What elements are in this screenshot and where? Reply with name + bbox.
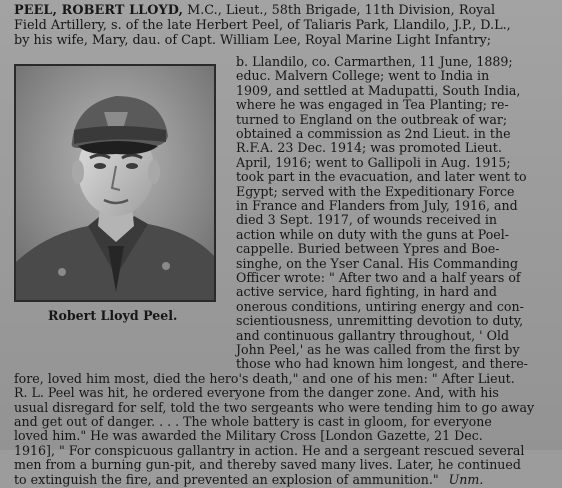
full-line: 1916], " For conspicuous gallantry in action. He and a sergeant rescued several [14,442,525,458]
right-line: Egypt; served with the Expeditionary Force [236,183,515,199]
full-line: R. L. Peel was hit, he ordered everyone from the danger zone. And, with his [14,385,499,401]
full-line [14,472,483,488]
full-line: and get out of danger. . . . The whole battery is cast in gloom, for everyone [14,414,492,429]
entry-name: PEEL, ROBERT LLOYD, [14,3,184,18]
signature: Unm. [448,471,484,487]
right-line: where he was engaged in Tea Planting; re- [236,97,509,113]
right-line: turned to England on the outbreak of war; [236,111,508,127]
right-line: onerous conditions, untiring energy and con- [236,298,524,314]
right-line: action while on duty with the guns at Poel- [236,226,510,242]
right-line: singhe, on the Yser Canal. His Commanding [236,255,519,271]
right-line: scientiousness, unremitting devotion to duty, [236,313,524,329]
right-line: took part in the evacuation, and later went to [236,169,527,185]
photo-caption: Robert Lloyd Peel. [48,308,178,323]
full-line: fore, loved him most, died the hero's death," and one of his men: " After Lieut. [14,370,515,386]
right-line: John Peel,' as he was called from the first by [236,342,520,357]
full-line: loved him." He was awarded the Military Cross [London Gazette, 21 Dec. [14,428,483,444]
right-line: in France and Flanders from July, 1916, and [236,198,518,213]
right-line: those who had known him longest, and there- [236,356,528,372]
entry-line-2: Field Artillery, s. of the late Herbert Peel, of Taliaris Park, Llandilo, J.P., D.L., [14,18,511,33]
right-line: b. Llandilo, co. Carmarthen, 11 June, 1889; [236,54,513,69]
portrait-photo [14,64,216,302]
full-line-text: to extinguish the fire, and prevented an explosion of ammunition." [14,471,439,487]
right-line: Officer wrote: " After two and a half years of [236,270,521,285]
right-line: died 3 Sept. 1917, of wounds received in [236,212,498,228]
right-line: cappelle. Buried between Ypres and Boe- [236,241,500,257]
entry-heading-line [14,3,495,19]
right-line: R.F.A. 23 Dec. 1914; was promoted Lieut. [236,140,502,156]
right-line: 1909, and settled at Madupatti, South India, [236,82,521,98]
full-line: men from a burning gun-pit, and thereby saved many lives. Later, he continued [14,457,521,473]
right-line: active service, hard fighting, in hard and [236,284,497,300]
full-line: usual disregard for self, told the two sergeants who were tending him to go away [14,399,535,415]
soldier-portrait-image [16,66,214,300]
right-line: obtained a commission as 2nd Lieut. in the [236,126,511,141]
entry-line-3: by his wife, Mary, dau. of Capt. William Lee, Royal Marine Light Infantry; [14,33,492,48]
right-line: educ. Malvern College; went to India in [236,68,490,84]
entry-intro: M.C., Lieut., 58th Brigade, 11th Division, Royal [183,3,496,18]
right-line: and continuous gallantry throughout, ' Old [236,327,510,343]
right-line: April, 1916; went to Gallipoli in Aug. 1915; [236,154,511,170]
